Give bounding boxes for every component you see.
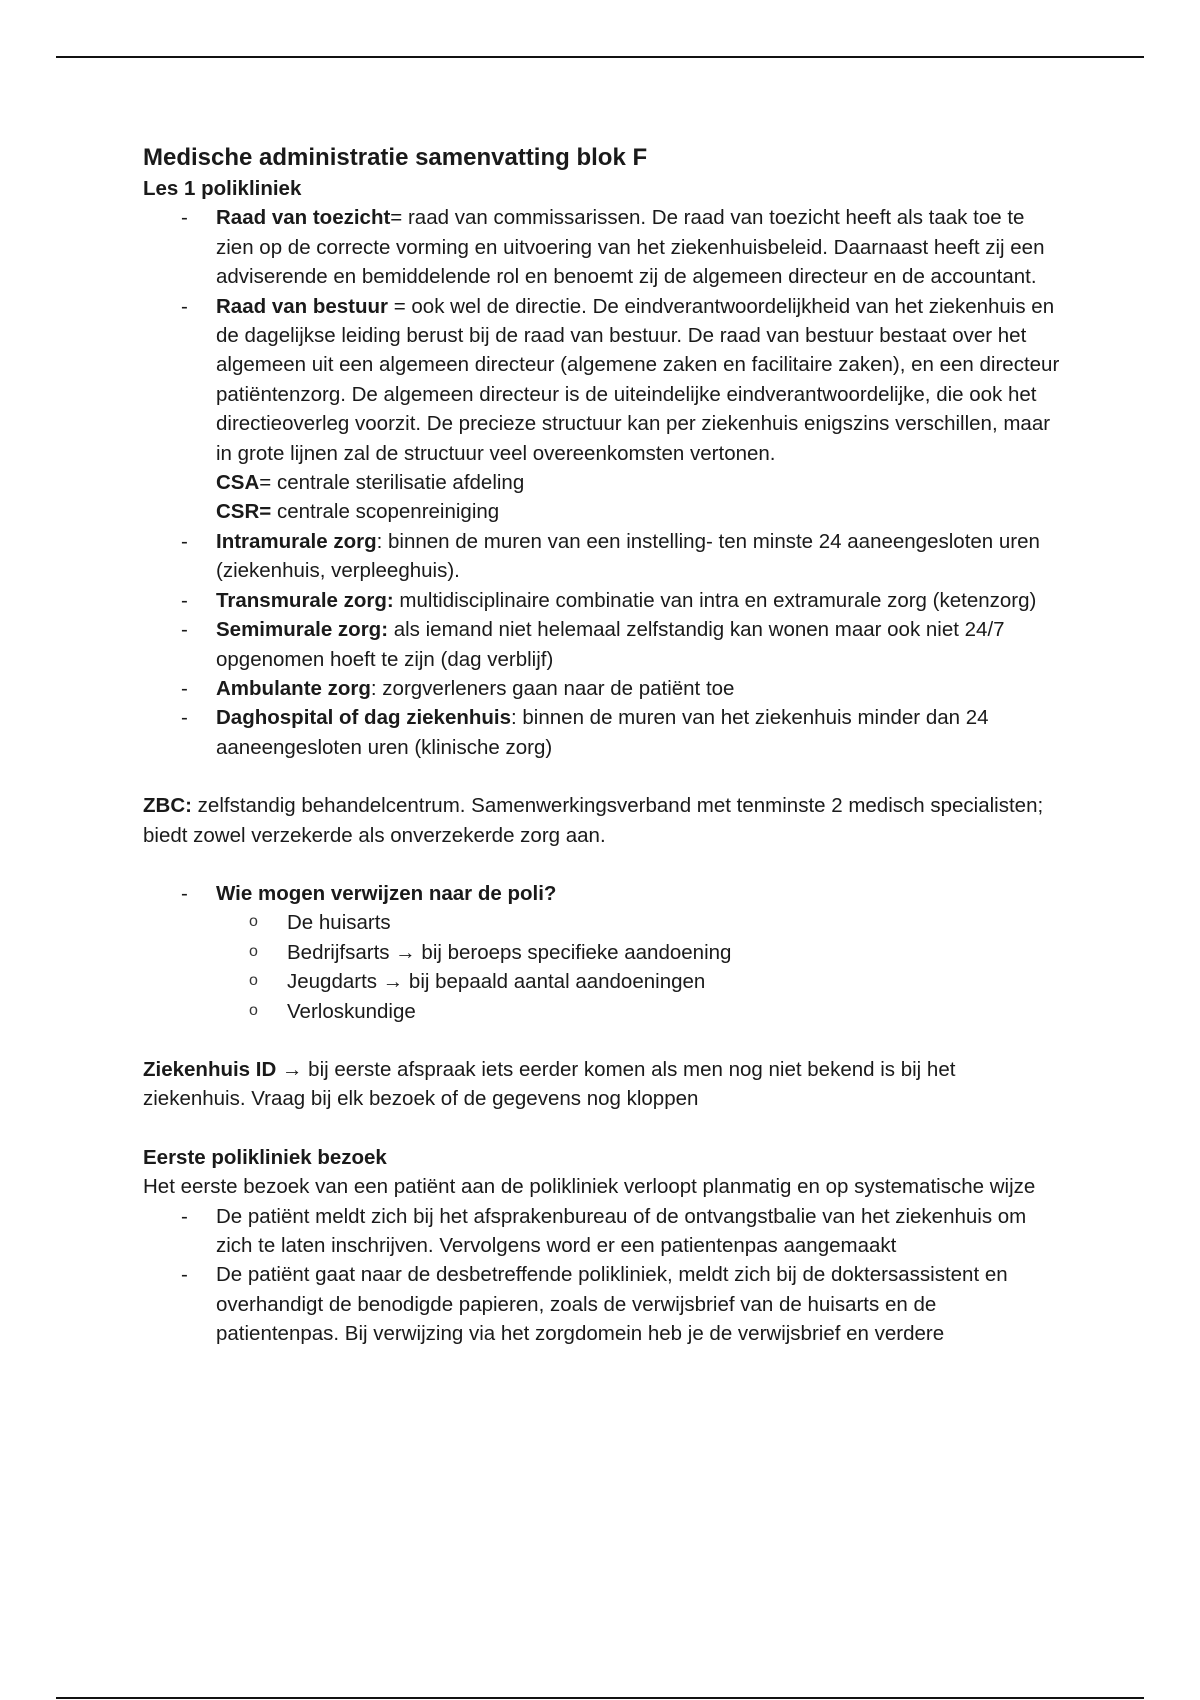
document-title: Medische administratie samenvatting blok F (143, 144, 648, 171)
list-item: - Semimurale zorg: als iemand niet helemaal zelfstandig kan wonen maar ook niet 24/7 opgenomen hoeft te zijn (dag verblijf) (143, 615, 1063, 674)
footer-rule (56, 1697, 1144, 1699)
list-item: - Daghospital of dag ziekenhuis: binnen de muren van het ziekenhuis minder dan 24 aaneengesloten uren (klinische zorg) (143, 703, 1063, 762)
verwijzen-heading: Wie mogen verwijzen naar de poli? (216, 881, 557, 905)
list-item: o Verloskundige (214, 997, 1063, 1026)
list-item: - Transmurale zorg: multidisciplinaire combinatie van intra en extramurale zorg (ketenzorg) (143, 586, 1063, 615)
list-item: - Ambulante zorg: zorgverleners gaan naar de patiënt toe (143, 674, 1063, 703)
list-item: o De huisarts (214, 908, 1063, 937)
bezoek-intro: Het eerste bezoek van een patiënt aan de polikliniek verloopt planmatig en op systematische wijze (143, 1175, 1036, 1199)
section-heading-eerste-bezoek: Eerste polikliniek bezoek (143, 1145, 387, 1169)
term-semimurale-zorg: Semimurale zorg: (216, 618, 389, 642)
list-item: o Bedrijfsarts → bij beroeps specifieke aandoening (214, 938, 1063, 967)
bullet-list-organisatie (143, 203, 1063, 762)
term-ambulante-zorg: Ambulante zorg (216, 676, 371, 700)
verwijzen-list (143, 879, 1063, 1026)
bezoek-steps-list (143, 1202, 1063, 1349)
verwijzers-sublist (214, 908, 1063, 1026)
section-heading-les1: Les 1 polikliniek (143, 177, 302, 200)
zbc-paragraph: ZBC: zelfstandig behandelcentrum. Samenwerkingsverband met tenminste 2 medisch specialisten; biedt zowel verzekerde als onverzekerde zorg aan. (143, 794, 1044, 847)
list-item (143, 879, 1063, 1026)
csr-line: CSR= centrale scopenreiniging (216, 500, 500, 524)
header-rule (56, 56, 1144, 58)
list-item: - De patiënt meldt zich bij het afsprakenbureau of de ontvangstbalie van het ziekenhuis om zich te laten inschrijven. Vervolgens word er een patientenpas aangemaakt (143, 1202, 1063, 1261)
term-raad-van-bestuur: Raad van bestuur (216, 294, 389, 318)
ziekenhuis-id-paragraph: Ziekenhuis ID → bij eerste afspraak iets eerder komen als men nog niet bekend is bij het ziekenhuis. Vraag bij elk bezoek of de gegevens nog kloppen (143, 1057, 956, 1111)
term-transmurale-zorg: Transmurale zorg: (216, 588, 394, 612)
list-item: - Raad van toezicht= raad van commissarissen. De raad van toezicht heeft als taak toe te zien op de correcte vorming en uitvoering van het ziekenhuisbeleid. Daarnaast heeft zij een adviserende en bemiddelende rol en benoemt zij de algemeen directeur en de accountant. (143, 203, 1063, 291)
list-item: - De patiënt gaat naar de desbetreffende polikliniek, meldt zich bij de doktersassistent en overhandigt de benodigde papieren, zoals de verwijsbrief van de huisarts en de patientenpas. Bij verwijzing via het zorgdomein heb je de verwijsbrief en verdere (143, 1260, 1063, 1348)
list-item: o Jeugdarts → bij bepaald aantal aandoeningen (214, 967, 1063, 996)
term-daghospital: Daghospital of dag ziekenhuis (216, 706, 512, 730)
list-item: - Intramurale zorg: binnen de muren van een instelling- ten minste 24 aaneengesloten uren (ziekenhuis, verpleeghuis). (143, 527, 1063, 586)
list-item: - Raad van bestuur = ook wel de directie. De eindverantwoordelijkheid van het ziekenhuis en de dagelijkse leiding berust bij de raad van bestuur. De raad van bestuur bestaat over het algemeen uit een algemeen directeur (algemene zaken en facilitaire zaken), en een directeur patiëntenzorg. De algemeen directeur is de uiteindelijke eindverantwoordelijke, die ook het directieoverleg voorzit. De precieze structuur kan per ziekenhuis enigszins verschillen, maar in grote lijnen zal de structuur veel overeenkomsten vertonen. CSA= centrale sterilisatie afdeling CSR= centrale scopenreiniging (143, 292, 1063, 527)
csa-line: CSA= centrale sterilisatie afdeling (216, 471, 525, 495)
term-raad-van-toezicht: Raad van toezicht (216, 206, 391, 230)
term-intramurale-zorg: Intramurale zorg (216, 529, 377, 553)
document-body (143, 142, 1063, 1349)
